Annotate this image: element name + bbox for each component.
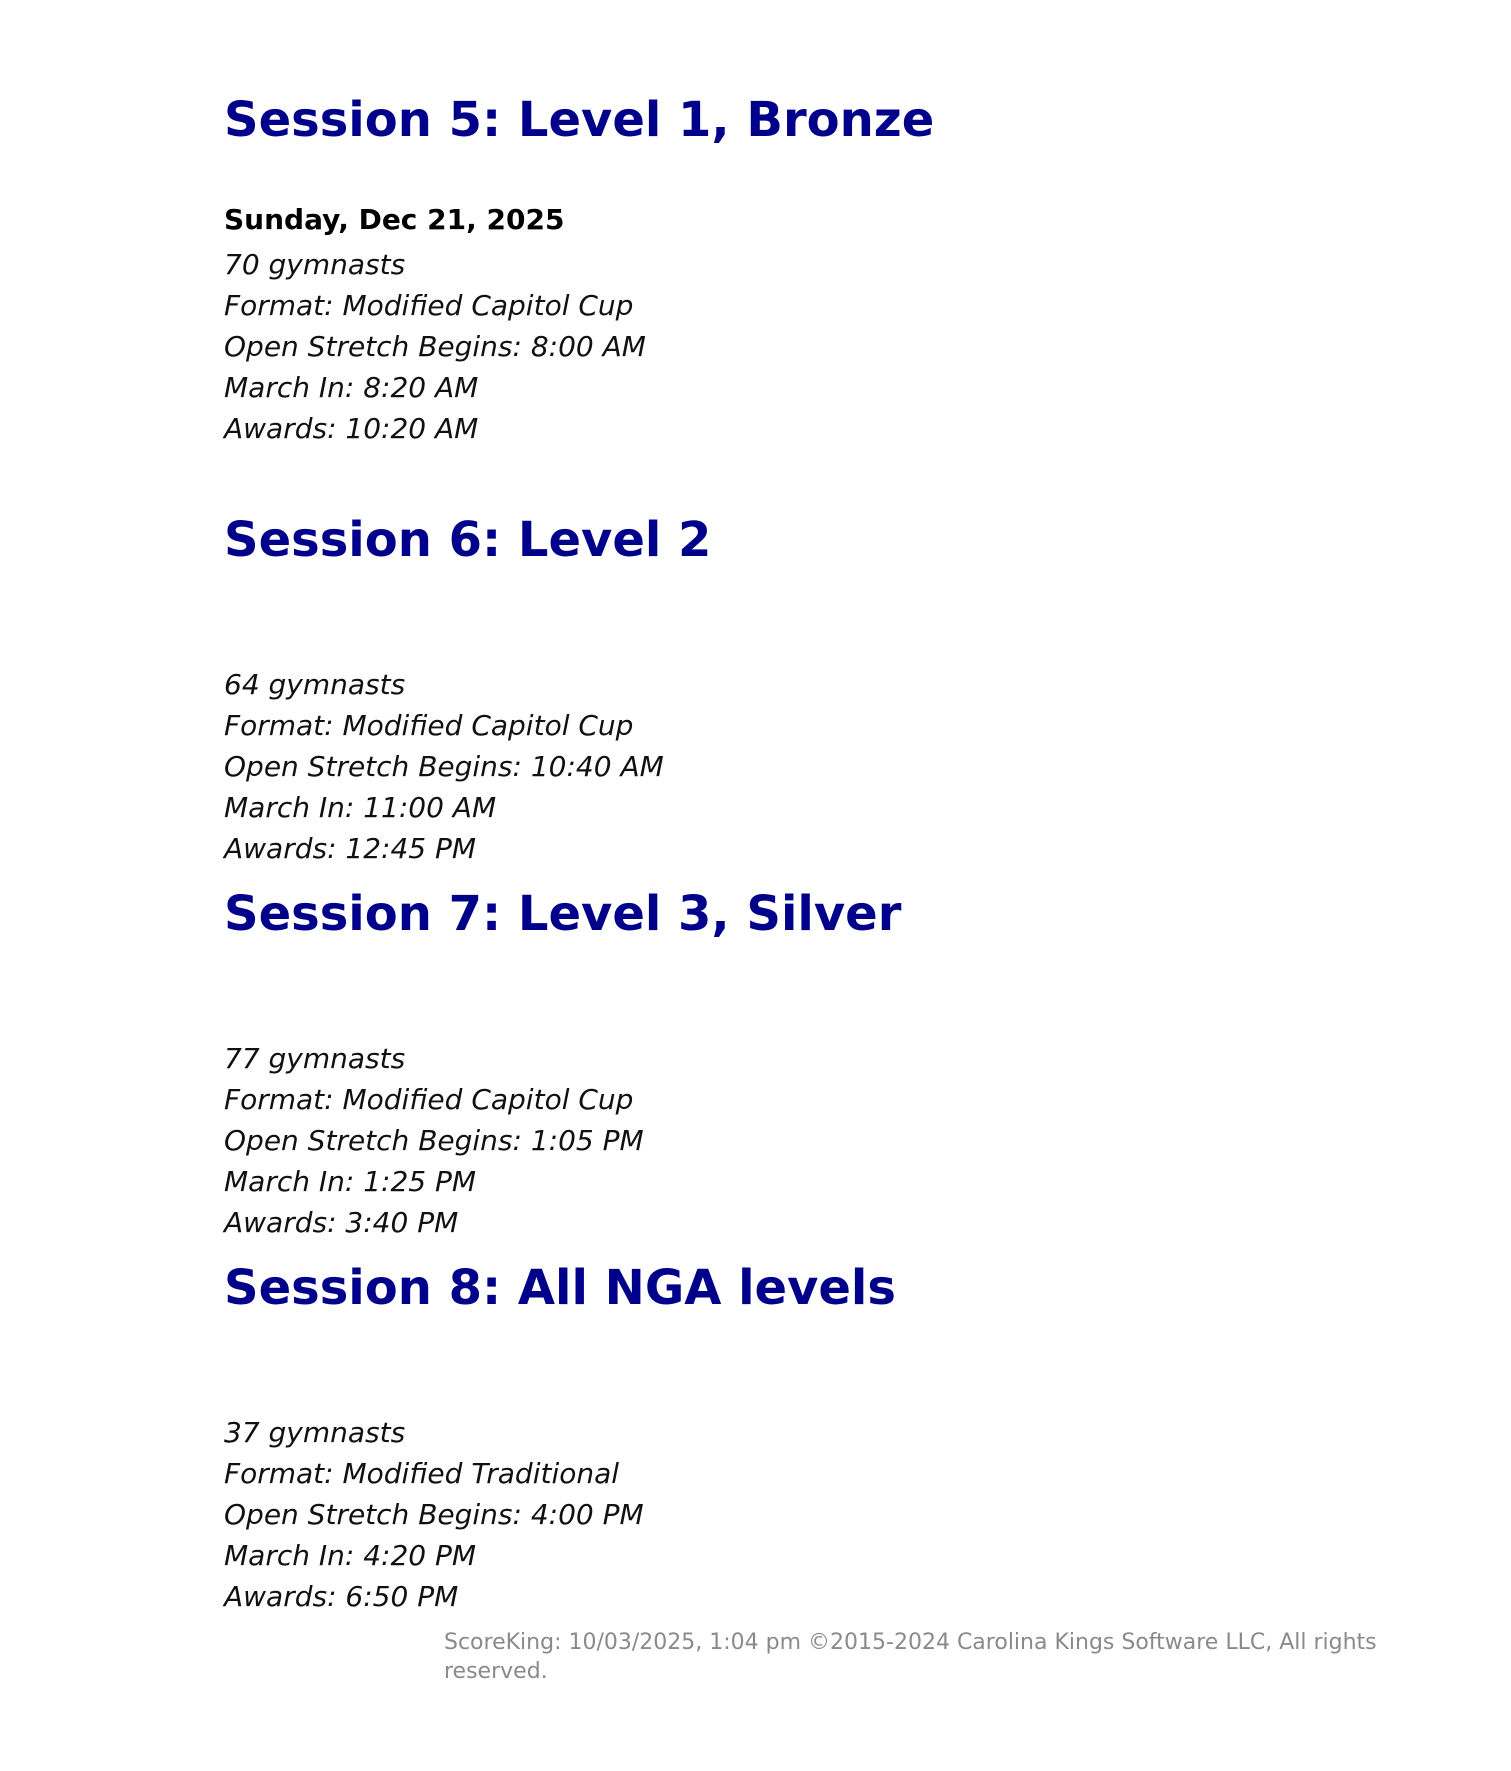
march-in-time: March In: 8:20 AM bbox=[224, 371, 479, 404]
awards-time: Awards: 10:20 AM bbox=[224, 412, 479, 445]
open-stretch-time: Open Stretch Begins: 8:00 AM bbox=[224, 330, 646, 363]
session-details bbox=[224, 1038, 644, 1243]
awards-time: Awards: 6:50 PM bbox=[224, 1580, 459, 1613]
copyright-footer: ScoreKing: 10/03/2025, 1:04 pm ©2015-2024 Carolina Kings Software LLC, All rights reserved. bbox=[444, 1630, 1377, 1684]
session-format: Format: Modified Traditional bbox=[224, 1457, 620, 1490]
gymnast-count: 77 gymnasts bbox=[224, 1042, 406, 1075]
gymnast-count: 64 gymnasts bbox=[224, 668, 406, 701]
session-details bbox=[224, 1412, 644, 1617]
march-in-time: March In: 1:25 PM bbox=[224, 1165, 477, 1198]
session-format: Format: Modified Capitol Cup bbox=[224, 709, 634, 742]
session-details bbox=[224, 244, 646, 449]
session-format: Format: Modified Capitol Cup bbox=[224, 289, 634, 322]
session-format: Format: Modified Capitol Cup bbox=[224, 1083, 634, 1116]
open-stretch-time: Open Stretch Begins: 1:05 PM bbox=[224, 1124, 644, 1157]
gymnast-count: 37 gymnasts bbox=[224, 1416, 406, 1449]
march-in-time: March In: 4:20 PM bbox=[224, 1539, 477, 1572]
session-date: Sunday, Dec 21, 2025 bbox=[224, 203, 565, 236]
session-details bbox=[224, 664, 664, 869]
gymnast-count: 70 gymnasts bbox=[224, 248, 406, 281]
session-block bbox=[224, 512, 1324, 865]
session-title: Session 6: Level 2 bbox=[224, 512, 712, 568]
awards-time: Awards: 3:40 PM bbox=[224, 1206, 459, 1239]
session-title: Session 8: All NGA levels bbox=[224, 1260, 896, 1316]
session-block bbox=[224, 1260, 1324, 1613]
session-block bbox=[224, 92, 1324, 445]
open-stretch-time: Open Stretch Begins: 4:00 PM bbox=[224, 1498, 644, 1531]
session-title: Session 7: Level 3, Silver bbox=[224, 886, 902, 942]
march-in-time: March In: 11:00 AM bbox=[224, 791, 497, 824]
session-block bbox=[224, 886, 1324, 1239]
session-title: Session 5: Level 1, Bronze bbox=[224, 92, 935, 148]
open-stretch-time: Open Stretch Begins: 10:40 AM bbox=[224, 750, 664, 783]
awards-time: Awards: 12:45 PM bbox=[224, 832, 477, 865]
